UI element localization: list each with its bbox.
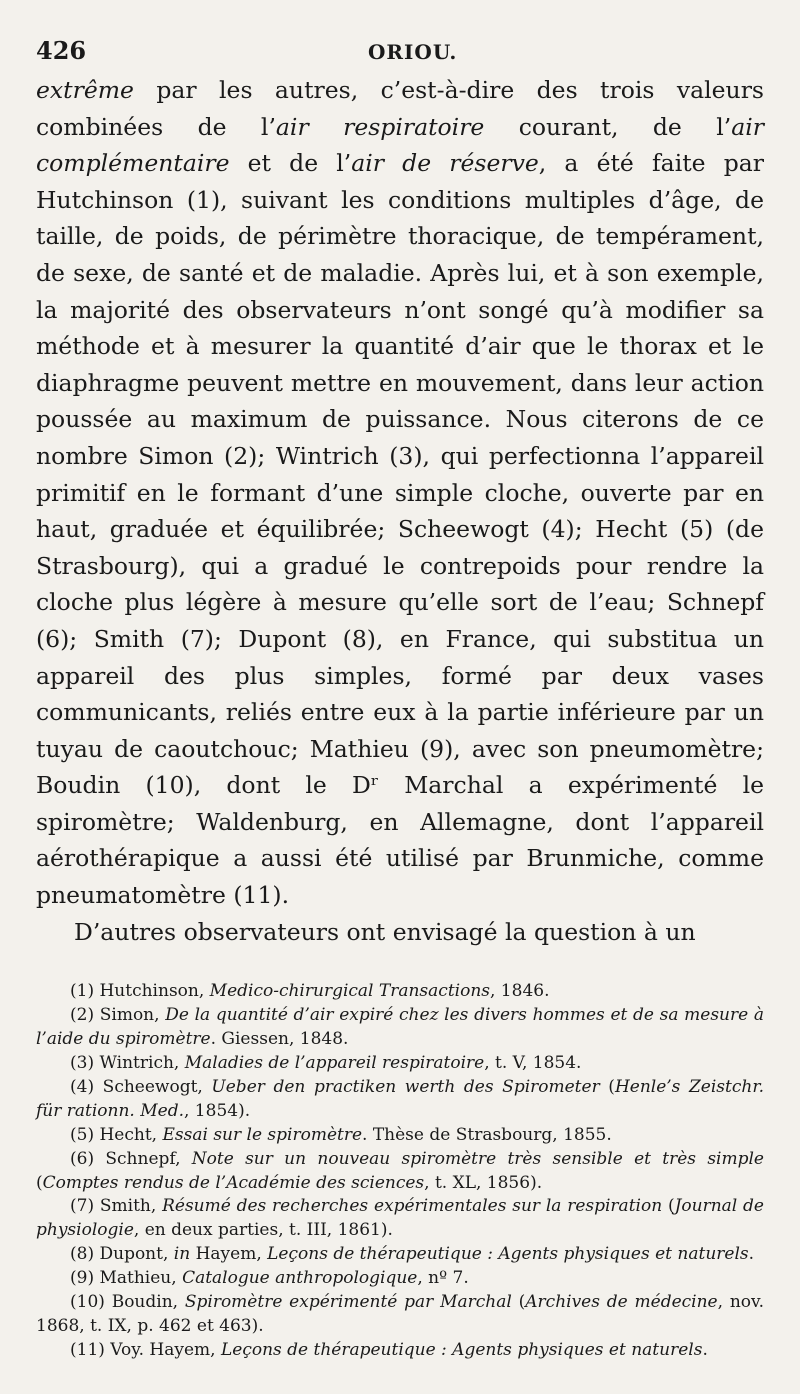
footnotes — [36, 980, 764, 1363]
footnote: (2) Simon, De la quantité d’air expiré chez les divers hommes et de sa mesure à l’aide du spiromètre. Giessen, 1848. — [36, 1005, 764, 1050]
paragraph-2: D’autres observateurs ont envisagé la question à un — [74, 917, 696, 946]
italic-run: Note sur un nouveau spiromètre très sensible et très simple — [191, 1148, 764, 1169]
italic-run: extrême — [36, 76, 134, 104]
italic-run: air de réserve — [351, 149, 539, 178]
italic-run: Journal de physiologie — [36, 1196, 764, 1241]
italic-run: Henle’s Zeistchr. für rationn. Med. — [36, 1076, 764, 1121]
footnote: (3) Wintrich, Maladies de l’appareil respiratoire, t. V, 1854. — [70, 1052, 582, 1073]
footnote: (10) Boudin, Spiromètre expérimenté par Marchal (Archives de médecine, nov. 1868, t. IX, p. 462 et 463). — [36, 1292, 764, 1336]
footnote: (9) Mathieu, Catalogue anthropologique, nº 7. — [70, 1268, 469, 1289]
italic-run: Medico-chirurgical Transactions — [209, 981, 490, 1002]
footnote: (1) Hutchinson, Medico-chirurgical Transactions, 1846. — [70, 981, 550, 1002]
book-page — [36, 28, 764, 1363]
italic-run: Maladies de l’appareil respiratoire — [184, 1052, 485, 1073]
italic-run: De la quantité d’air expiré chez les divers hommes et de sa mesure à l’aide du spiromètre — [36, 1005, 764, 1050]
italic-run: Spiromètre expérimenté par Marchal — [184, 1292, 512, 1313]
page-header — [36, 28, 764, 72]
italic-run: Catalogue anthropologique — [182, 1268, 418, 1289]
paragraph-1: extrême par les autres, c’est-à-dire des trois valeurs combinées de l’air respiratoire courant, de l’air complémentaire et de l’air de réserve, a été faite par Hutchinson (1), suivant les conditions multiples d’âge, de taille, de poids, de périmètre thoracique, de tempérament, de sexe, de santé et de maladie. Après lui, et à son exemple, la majorité des observateurs n’ont songé qu’à modifier sa méthode et à mesurer la quantité d’air que le thorax et le diaphragme peuvent mettre en mouvement, dans leur action poussée au maximum de puissance. Nous citerons de ce nombre Simon (2); Wintrich (3), qui perfectionna l’appareil primitif en le formant d’une simple cloche, ouverte par en haut, graduée et équilibrée; Scheewogt (4); Hecht (5) (de Strasbourg), qui a gradué le contrepoids pour rendre la cloche plus légère à mesure qu’elle sort de l’eau; Schnepf (6); Smith (7); Dupont (8), en France, qui substitua un appareil des plus simples, formé par deux vases communicants, reliés entre eux à la partie inférieure par un tuyau de caoutchouc; Mathieu (9), avec son pneumomètre; Boudin (10), dont le Dʳ Marchal a expérimenté le spiromètre; Waldenburg, en Allemagne, dont l’appareil aérothérapique a aussi été utilisé par Brunmiche, comme pneumatomètre (11). — [36, 76, 764, 910]
body-text — [36, 72, 764, 950]
italic-run: in — [173, 1244, 191, 1265]
footnote: (5) Hecht, Essai sur le spiromètre. Thèse de Strasbourg, 1855. — [70, 1124, 612, 1145]
italic-run: Leçons de thérapeutique : Agents physiques et naturels — [267, 1244, 749, 1265]
italic-run: Essai sur le spiromètre — [162, 1124, 363, 1145]
footnote: (6) Schnepf, Note sur un nouveau spiromètre très sensible et très simple (Comptes rendus de l’Académie des sciences, t. XL, 1856). — [36, 1148, 764, 1193]
footnote: (8) Dupont, in Hayem, Leçons de thérapeutique : Agents physiques et naturels. — [70, 1244, 755, 1265]
running-head: ORIOU. — [368, 40, 458, 64]
italic-run: Archives de médecine — [525, 1292, 718, 1313]
italic-run: air respiratoire — [275, 112, 485, 141]
footnote: (7) Smith, Résumé des recherches expérimentales sur la respiration (Journal de physiologie, en deux parties, t. III, 1861). — [36, 1196, 764, 1241]
page-number: 426 — [36, 36, 87, 65]
italic-run: Comptes rendus de l’Académie des sciences — [42, 1172, 425, 1193]
italic-run: Ueber den practiken werth des Spirometer — [211, 1076, 600, 1097]
italic-run: Résumé des recherches expérimentales sur la respiration — [162, 1196, 663, 1217]
footnote: (4) Scheewogt, Ueber den practiken werth des Spirometer (Henle’s Zeistchr. für rationn. Med., 1854). — [36, 1076, 764, 1121]
italic-run: air complémentaire — [36, 112, 764, 178]
footnote: (11) Voy. Hayem, Leçons de thérapeutique : Agents physiques et naturels. — [70, 1339, 708, 1360]
italic-run: Leçons de thérapeutique : Agents physiques et naturels — [220, 1339, 703, 1360]
